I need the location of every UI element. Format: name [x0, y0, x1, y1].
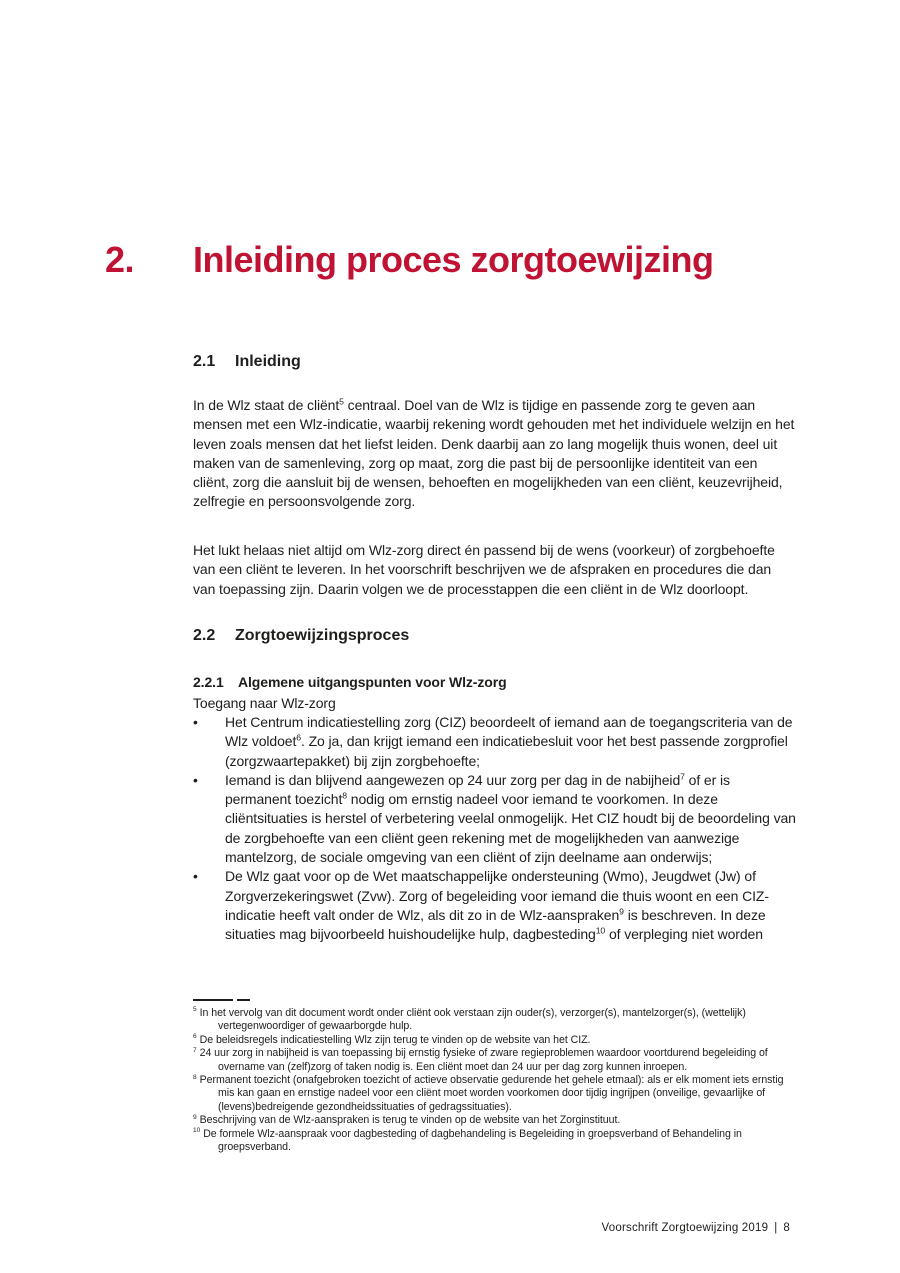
footnote-marker: 6 — [193, 1033, 197, 1041]
footnote-marker: 10 — [193, 1127, 201, 1135]
section-title: Inleiding — [235, 353, 301, 370]
paragraph-intro-2: Het lukt helaas niet altijd om Wlz-zorg direct én passend bij de wens (voorkeur) of zorgbehoefte van een cliënt te leveren. In het voorschrift beschrijven we de afspraken en procedures die dan van toepassing zijn. Daarin volgen we de processtappen die een cliënt in de Wlz doorloopt. — [193, 542, 775, 597]
footnote-marker: 5 — [193, 1006, 197, 1014]
section-number: 2.1 — [193, 353, 216, 370]
section-heading-2-2 — [193, 626, 813, 646]
bullet-marker: • — [193, 868, 198, 885]
subsection-heading-2-2-1 — [193, 672, 797, 693]
chapter-heading — [105, 236, 805, 284]
footer-page-number: 8 — [783, 1222, 790, 1234]
chapter-title: Inleiding proces zorgtoewijzing — [193, 239, 714, 280]
footnote-text: 24 uur zorg in nabijheid is van toepassing bij ernstig fysieke of zware regieproblemen waardoor voortdurend begeleiding of overname van (zelf)zorg of taken nodig is. Een cliënt moet dan 24 uur per dag zorg kunnen inroepen. — [199, 1047, 768, 1073]
footnote-item — [193, 1128, 799, 1155]
footnote-list — [193, 1007, 799, 1154]
separator-line — [193, 999, 233, 1001]
separator-line — [237, 999, 250, 1001]
footnote-text: Beschrijving van de Wlz-aanspraken is terug te vinden op de website van het Zorginstituut. — [199, 1114, 621, 1127]
bullet-item — [193, 771, 797, 867]
bullet-marker: • — [193, 714, 198, 730]
section-number: 2.2 — [193, 627, 216, 644]
page-footer — [193, 1221, 790, 1236]
section-title: Zorgtoewijzingsproces — [235, 627, 410, 644]
footnote-text: Permanent toezicht (onafgebroken toezicht of actieve observatie gedurende het gehele etmaal): als er elk moment iets ernstig mis kan gaan en ernstige nadeel voor een cliënt moet worden voorkomen door tijdig ingrijpen (onveilige, gevaarlijke of (levens)bedreigende gezondheidssituaties of gedragssituaties). — [199, 1074, 784, 1113]
chapter-number: 2. — [105, 239, 135, 280]
bullet-item — [193, 867, 797, 944]
footnote-text: De beleidsregels indicatiestelling Wlz zijn terug te vinden op de website van het CIZ. — [199, 1033, 591, 1046]
footnote-text: De formele Wlz-aanspraak voor dagbesteding of dagbehandeling is Begeleiding in groepsverband of Behandeling in groepsverband. — [203, 1127, 742, 1154]
section-heading-2-1 — [193, 352, 813, 372]
footer-separator: | — [774, 1222, 778, 1234]
footnote-item — [193, 1074, 799, 1114]
footnote-marker: 8 — [193, 1073, 197, 1081]
footnote-item — [193, 1114, 799, 1127]
bullet-text: Het Centrum indicatiestelling zorg (CIZ) beoordeelt of iemand aan de toegangscriteria van de Wlz voldoet$^6$. Zo ja, dan krijgt iemand een indicatiebesluit voor het best passende zorgprofiel (zorgzwaartepakket) bij zijn zorgbehoefte; — [225, 714, 793, 769]
section-2-2-1-block — [193, 672, 797, 945]
bullet-list — [193, 713, 797, 945]
footnote-item — [193, 1034, 799, 1047]
footnote-marker: 7 — [193, 1046, 197, 1054]
footnote-marker: 9 — [193, 1113, 197, 1121]
footnote-item — [193, 1007, 799, 1034]
bullet-item — [193, 713, 797, 771]
footnote-item — [193, 1047, 799, 1074]
paragraph-intro-1: In de Wlz staat de cliënt$^5$ centraal. Doel van de Wlz is tijdige en passende zorg te geven aan mensen met een Wlz-indicatie, waarbij rekening wordt gehouden met het individuele welzijn en het leven zoals mensen dat het liefst leiden. Denk daarbij aan zo lang mogelijk thuis wonen, deel uit maken van de samenleving, zorg op maat, zorg die past bij de persoonlijke identiteit van een cliënt, zorg die aansluit bij de wensen, behoeften en mogelijkheden van een cliënt, keuzevrijheid, zelfregie en persoonsvolgende zorg. — [193, 396, 795, 510]
bullet-text: De Wlz gaat voor op de Wet maatschappelijke ondersteuning (Wmo), Jeugdwet (Jw) of Zorgverzekeringswet (Zvw). Zorg of begeleiding voor iemand die thuis woont en een CIZ-indicatie heeft valt onder de Wlz, als dit zo in de Wlz-aanspraken$^9$ is beschreven. In deze situaties mag bijvoorbeeld huishoudelijke hulp, dagbesteding$^{10}$ of verpleging niet worden — [225, 868, 769, 943]
bullet-text: Iemand is dan blijvend aangewezen op 24 uur zorg per dag in de nabijheid$^7$ of er is permanent toezicht$^8$ nodig om ernstig nadeel voor iemand te voorkomen. In deze cliëntsituaties is herstel of verbetering veelal onmogelijk. Het CIZ houdt bij de beoordeling van de zorgbehoefte van een cliënt geen rekening met de mogelijkheden van aanwezige mantelzorg, de sociale omgeving van een cliënt of zijn deelname aan onderwijs; — [225, 771, 796, 866]
subsection-number: 2.2.1 — [193, 674, 224, 690]
footer-doc-title: Voorschrift Zorgtoewijzing 2019 — [601, 1222, 769, 1234]
subheading-toegang: Toegang naar Wlz-zorg — [193, 694, 336, 711]
footnote-text: In het vervolg van dit document wordt onder cliënt ook verstaan zijn ouder(s), verzorger(s), mantelzorger(s), (wettelijk) vertegenwoordiger of gewaarborgde hulp. — [199, 1007, 746, 1033]
footnote-separator — [193, 999, 250, 1001]
bullet-marker: • — [193, 771, 198, 788]
subsection-title: Algemene uitgangspunten voor Wlz-zorg — [238, 674, 507, 690]
